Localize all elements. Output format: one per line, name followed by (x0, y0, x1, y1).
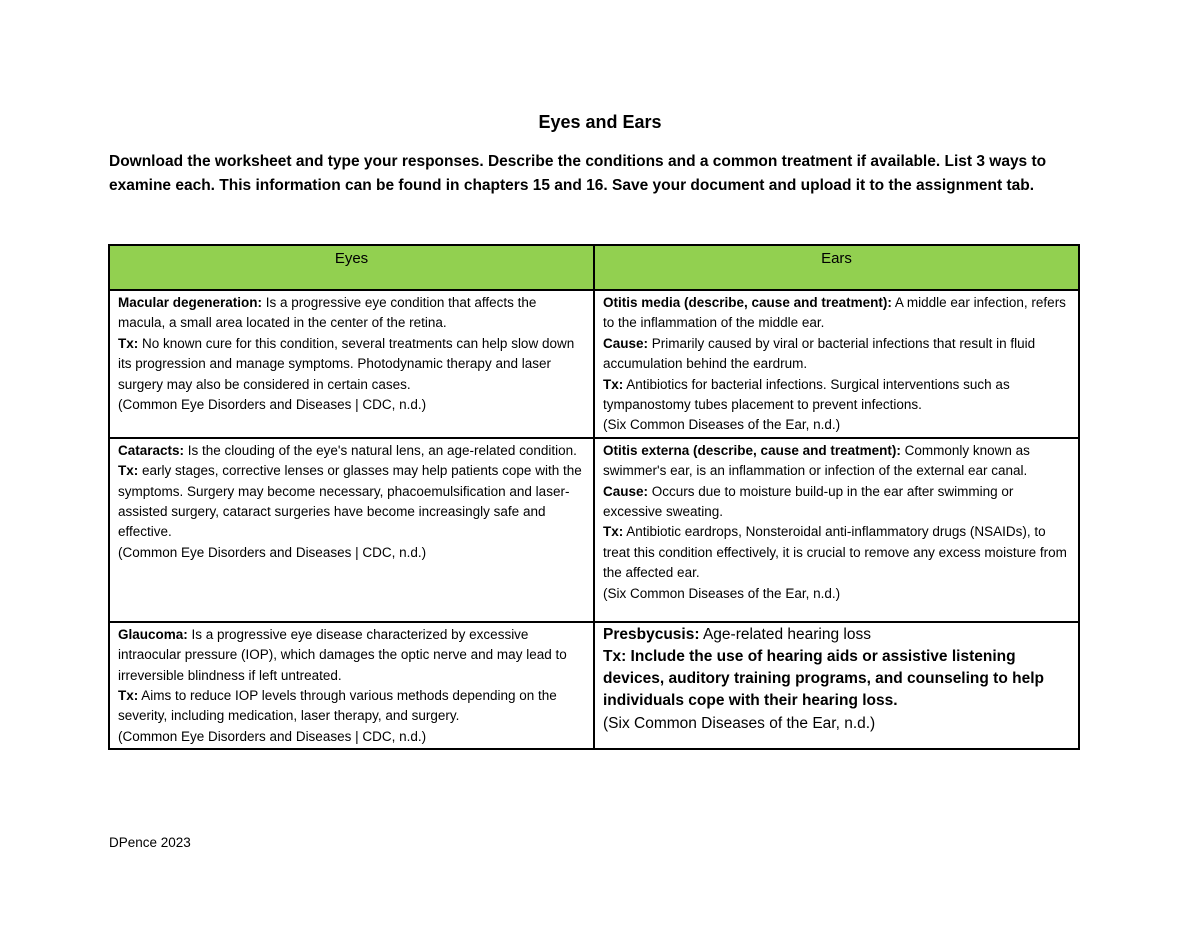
instructions: Download the worksheet and type your responses. Describe the conditions and a common treatment if available. List 3 ways to examine each. This information can be found in chapters 15 and 16. Save your document and upload it to the assignment tab. (109, 153, 1047, 194)
condition-desc: A middle ear infection, refers to the inflammation of the middle ear. (603, 295, 1066, 331)
condition-desc: Is a progressive eye condition that affects the macula, a small area located in the center of the retina. (118, 295, 537, 331)
tx-label: Tx: (603, 376, 624, 392)
table-row (109, 290, 1079, 438)
page-title: Eyes and Ears (538, 112, 662, 132)
tx-text: Antibiotics for bacterial infections. Surgical interventions such as tympanostomy tubes placement to prevent infections. (603, 376, 1010, 413)
tx-text: Include the use of hearing aids or assistive listening devices, auditory training programs, and counseling to help individuals cope with their hearing loss. (603, 648, 1044, 710)
condition-desc: Is a progressive eye disease characterized by excessive intraocular pressure (IOP), which damages the optic nerve and may lead to irreversible blindness if left untreated. (118, 626, 567, 683)
worksheet-table (108, 244, 1080, 750)
condition-label: Otitis media (describe, cause and treatment): (603, 295, 892, 310)
cell-presbycusis (594, 622, 1079, 749)
tx-text: early stages, corrective lenses or glasses may help patients cope with the symptoms. Surgery may become necessary, phacoemulsification and laser-assisted surgery, cataract surgeries have become increasingly safe and effective. (118, 463, 582, 540)
cause-text: Occurs due to moisture build-up in the ear after swimming or excessive sweating. (603, 483, 1014, 520)
header-row (109, 245, 1079, 290)
tx-text: No known cure for this condition, several treatments can help slow down its progression and manage symptoms. Photodynamic therapy and laser surgery may also be considered in certain cases. (118, 335, 575, 392)
condition-label: Presbycusis: (603, 625, 700, 643)
cause-label: Cause: (603, 483, 649, 499)
tx-label: Tx: (603, 648, 627, 666)
condition-label: Glaucoma: (118, 626, 188, 642)
reference: (Six Common Diseases of the Ear, n.d.) (603, 585, 841, 601)
reference: (Common Eye Disorders and Diseases | CDC, n.d.) (118, 544, 427, 560)
table-row (109, 622, 1079, 749)
condition-desc: Commonly known as swimmer's ear, is an inflammation or infection of the external ear canal. (603, 442, 1030, 479)
cause-label: Cause: (603, 335, 649, 351)
header-eyes: Eyes (109, 245, 594, 290)
footer-author: DPence 2023 (109, 835, 191, 850)
tx-label: Tx: (118, 688, 139, 704)
cell-cataracts (109, 438, 594, 622)
reference: (Six Common Diseases of the Ear, n.d.) (603, 417, 841, 433)
condition-label: Macular degeneration: (118, 295, 263, 310)
table-row (109, 438, 1079, 622)
cell-otitis-media (594, 290, 1079, 438)
reference: (Common Eye Disorders and Diseases | CDC, n.d.) (118, 728, 427, 744)
condition-label: Otitis externa (describe, cause and treatment): (603, 442, 901, 458)
tx-label: Tx: (603, 524, 624, 540)
tx-label: Tx: (118, 463, 139, 479)
tx-text: Aims to reduce IOP levels through various methods depending on the severity, including medication, laser therapy, and surgery. (118, 688, 557, 724)
cell-glaucoma (109, 622, 594, 749)
tx-label: Tx: (118, 335, 139, 351)
reference: (Six Common Diseases of the Ear, n.d.) (603, 714, 876, 732)
tx-text: Antibiotic eardrops, Nonsteroidal anti-inflammatory drugs (NSAIDs), to treat this condition effectively, it is crucial to remove any excess moisture from the affected ear. (603, 524, 1067, 581)
header-ears: Ears (594, 245, 1079, 290)
cell-macular-degeneration (109, 290, 594, 438)
cell-otitis-externa (594, 438, 1079, 622)
cause-text: Primarily caused by viral or bacterial infections that result in fluid accumulation behind the eardrum. (603, 335, 1036, 372)
reference: (Common Eye Disorders and Diseases | CDC, n.d.) (118, 397, 427, 413)
condition-label: Cataracts: (118, 442, 185, 458)
condition-desc: Is the clouding of the eye's natural lens, an age-related condition. (184, 442, 577, 458)
condition-desc: Age-related hearing loss (699, 625, 871, 643)
